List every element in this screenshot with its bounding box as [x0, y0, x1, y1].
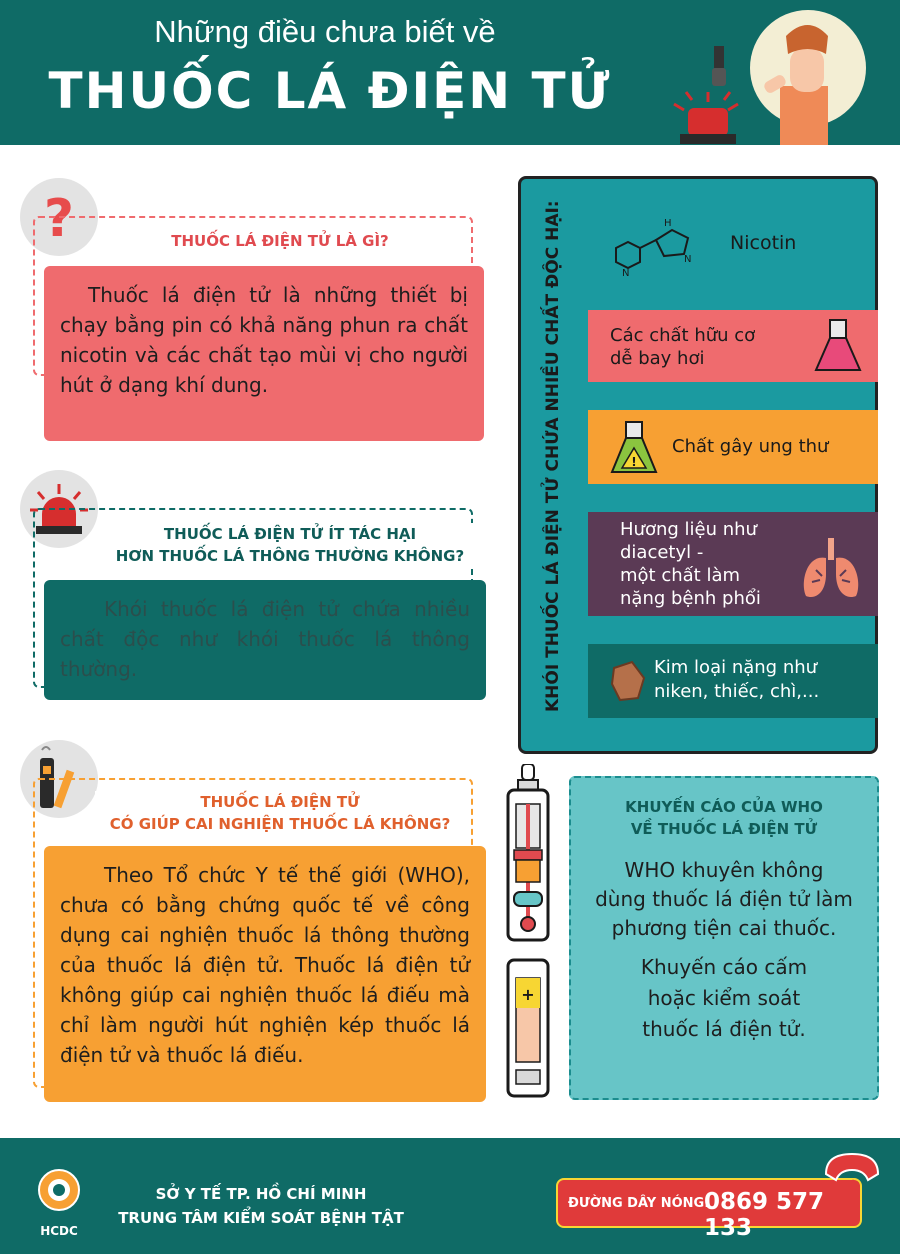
voc-line1: Các chất hữu cơ — [610, 325, 756, 346]
metal-line1: Kim loại nặng như — [654, 657, 818, 678]
section1-question: THUỐC LÁ ĐIỆN TỬ LÀ GÌ? — [110, 230, 450, 252]
metal-line2: niken, thiếc, chì,... — [654, 681, 820, 702]
svg-text:?: ? — [43, 189, 75, 249]
who-p2-line1: Khuyến cáo cấm — [640, 955, 808, 979]
who-p1-line2: dùng thuốc lá điện tử làm — [595, 887, 853, 911]
who-p2-line2: hoặc kiểm soát — [647, 986, 801, 1010]
svg-text:N: N — [684, 254, 692, 265]
section2-question — [105, 523, 475, 567]
section3-question-line1: THUỐC LÁ ĐIỆN TỬ — [200, 793, 360, 811]
header-subtitle: Những điều chưa biết về — [154, 14, 496, 49]
org-line1: SỞ Y TẾ TP. HỒ CHÍ MINH — [155, 1185, 367, 1203]
hcdc-logo-text: HCDC — [40, 1224, 78, 1238]
warning-flask-icon — [606, 418, 662, 478]
flavor-line4: nặng bệnh phổi — [620, 588, 761, 609]
hotline-label: ĐƯỜNG DÂY NÓNG: — [568, 1196, 710, 1211]
smoker-illustration-icon — [668, 8, 868, 145]
flavor-line3: một chất làm — [620, 565, 741, 586]
section3-answer: Theo Tổ chức Y tế thế giới (WHO), chưa có bằng chứng quốc tế về công dụng cai nghiện thuốc lá thông thường của thuốc lá điện tử. Thuốc lá điện tử không giúp cai nghiện thuốc lá điếu mà chỉ làm người hút nghiện kép thuốc lá điện tử và thuốc lá điếu. — [44, 846, 486, 1102]
toxic-item-metal — [588, 644, 878, 718]
toxic-item-flavor — [588, 512, 878, 616]
nicotine-molecule-icon — [598, 212, 718, 284]
svg-text:H: H — [664, 218, 672, 229]
who-paragraph-1 — [569, 856, 879, 943]
hcdc-logo-icon — [30, 1166, 88, 1224]
who-title — [569, 796, 879, 840]
who-p1-line1: WHO khuyên không — [624, 858, 824, 882]
who-p1-line3: phương tiện cai thuốc. — [611, 916, 837, 940]
section3-question — [95, 791, 465, 835]
toxic-heading-vertical — [530, 200, 570, 720]
metal-ore-icon — [608, 658, 648, 704]
toxic-item-carcinogen — [588, 410, 878, 484]
section3-question-line2: CÓ GIÚP CAI NGHIỆN THUỐC LÁ KHÔNG? — [109, 815, 451, 833]
who-title-line2: VỀ THUỐC LÁ ĐIỆN TỬ — [630, 820, 818, 838]
section2-answer: Khói thuốc lá điện tử chứa nhiều chất độc như khói thuốc lá thông thường. — [44, 580, 486, 700]
flavor-line2: diacetyl - — [620, 542, 704, 563]
svg-text:N: N — [622, 268, 630, 279]
header-title: THUỐC LÁ ĐIỆN TỬ — [48, 62, 612, 120]
flavor-line1: Hương liệu như — [620, 519, 757, 540]
section1-answer: Thuốc lá điện tử là những thiết bị chạy bằng pin có khả năng phun ra chất nicotin và các chất tạo mùi vị cho người hút ở dạng khí dung. — [44, 266, 484, 441]
e-cigarette-device-icon — [500, 764, 556, 1100]
section2-question-line2: HƠN THUỐC LÁ THÔNG THƯỜNG KHÔNG? — [115, 547, 465, 565]
who-p2-line3: thuốc lá điện tử. — [642, 1017, 806, 1041]
organization-name — [96, 1182, 426, 1230]
who-title-line1: KHUYẾN CÁO CỦA WHO — [625, 798, 823, 816]
section2-question-line1: THUỐC LÁ ĐIỆN TỬ ÍT TÁC HẠI — [163, 525, 417, 543]
hotline-number[interactable]: 0869 577 133 — [704, 1189, 825, 1241]
phone-icon — [816, 1144, 888, 1224]
toxic-heading: KHÓI THUỐC LÁ ĐIỆN TỬ CHỨA NHIỀU CHẤT ĐỘC HẠI: — [543, 200, 563, 712]
org-line2: TRUNG TÂM KIỂM SOÁT BỆNH TẬT — [118, 1209, 404, 1227]
svg-text:+: + — [521, 985, 535, 1004]
flask-icon — [810, 316, 866, 376]
who-paragraph-2 — [569, 952, 879, 1045]
lungs-icon — [796, 534, 866, 604]
carcinogen-label: Chất gây ung thư — [672, 436, 829, 457]
voc-line2: dễ bay hơi — [610, 348, 705, 369]
toxic-item-nicotin: Nicotin — [730, 232, 797, 254]
toxic-item-voc — [588, 310, 878, 382]
svg-text:!: ! — [631, 455, 637, 469]
